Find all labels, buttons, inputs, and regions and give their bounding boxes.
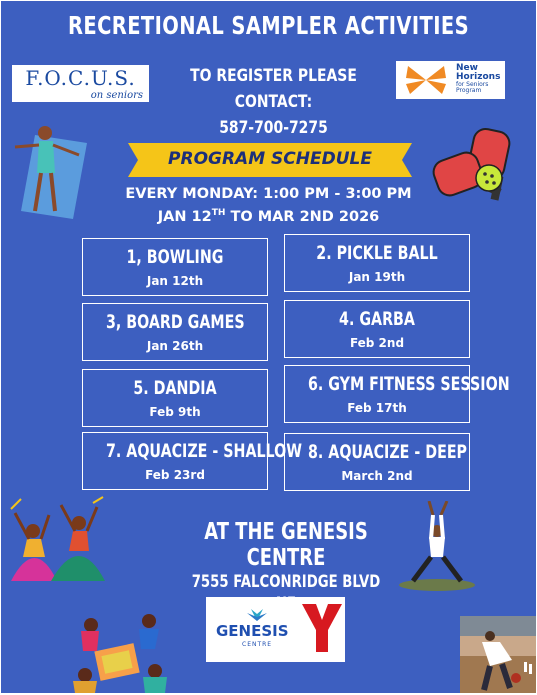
activity-date: Jan 12th [146,274,204,288]
lotus-icon [246,605,268,621]
activity-date: March 2nd [341,469,413,483]
activity-card [284,433,470,491]
activity-name: 5. DANDIA [133,377,217,399]
banner-label: PROGRAM SCHEDULE [168,149,372,169]
schedule-time: EVERY MONDAY: 1:00 PM - 3:00 PM [125,186,412,202]
nh-logo-horizons: Horizons [456,72,501,82]
bowler-photo [460,616,536,693]
venue-name: AT THE GENESIS CENTRE [204,519,368,571]
genesis-logo-name: GENESIS [216,622,289,640]
activity-card [82,369,268,427]
activity-name: 4. GARBA [339,308,415,330]
activity-card [82,303,268,361]
genesis-logo-sub: CENTRE [242,641,273,648]
activity-date: Jan 26th [146,339,204,353]
activity-card [284,300,470,358]
activity-name: 7. AQUACIZE - SHALLOW [106,440,302,462]
venue-address: 7555 FALCONRIDGE BLVD [191,572,381,592]
register-phone: 587-700-7275 [219,118,328,138]
activity-name: 6. GYM FITNESS SESSION [308,373,510,395]
nh-logo-program: Program [456,87,482,94]
schedule-range: JAN 12TH TO MAR 2ND 2026 [157,208,380,225]
activity-card [82,432,302,490]
register-label: TO REGISTER PLEASE CONTACT: [190,66,357,112]
genesis-ymca-logo [206,597,345,662]
nh-logo-new: New [456,63,478,73]
nh-logo-for-seniors: for Seniors [456,81,489,88]
schedule-times [1,185,536,227]
focus-logo [12,65,149,102]
activity-date: Jan 19th [348,270,406,284]
focus-logo-sub: on seniors [90,90,143,101]
flyer-title: RECRETIONAL SAMPLER ACTIVITIES [67,11,470,40]
flyer [1,1,536,693]
butterfly-icon [402,64,450,96]
new-horizons-logo [396,61,505,99]
activity-date: Feb 17th [347,401,407,415]
ymca-y-icon [302,604,342,652]
activity-date: Feb 9th [149,405,201,419]
board-game-players-illustration [69,611,169,693]
activity-date: Feb 2nd [349,336,405,350]
dandiya-dancers-illustration [5,495,107,587]
activity-name: 8. AQUACIZE - DEEP [308,441,467,463]
activity-name: 2. PICKLE BALL [316,242,438,264]
activity-name: 3, BOARD GAMES [106,311,245,333]
activity-card [82,238,268,296]
activity-name: 1, BOWLING [126,246,224,268]
yoga-person-illustration [399,501,477,593]
activity-card [284,365,510,423]
focus-logo-word: F.O.C.U.S. [25,66,136,90]
activity-card [284,234,470,292]
activity-date: Feb 23rd [145,468,205,482]
register-contact [173,63,374,141]
